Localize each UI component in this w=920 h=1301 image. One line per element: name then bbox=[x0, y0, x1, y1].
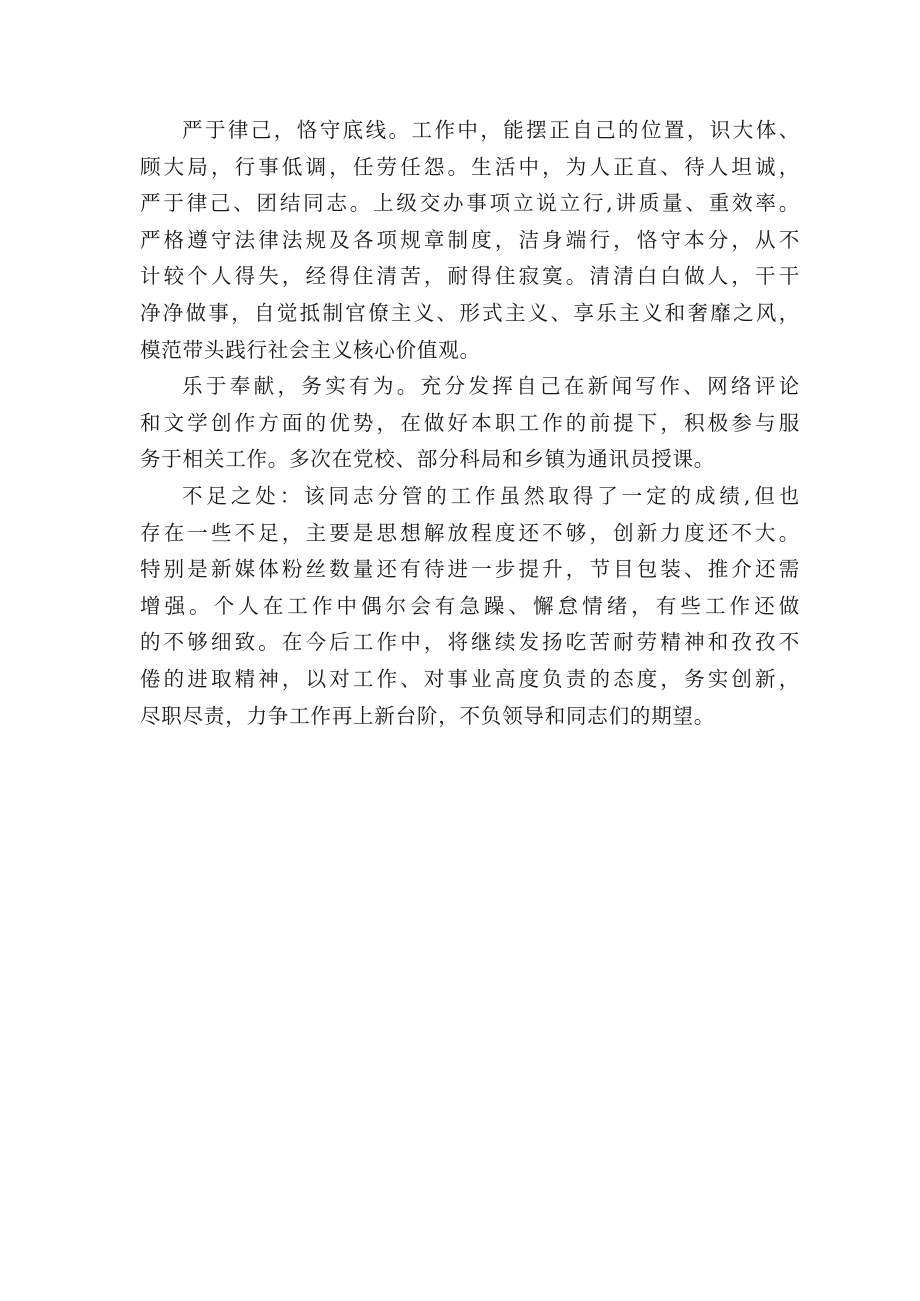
text-line: 严于律己，恪守底线。工作中，能摆正自己的位置，识大体、 bbox=[182, 118, 800, 142]
text-line: 存在一些不足，主要是思想解放程度还不够，创新力度还不大。 bbox=[140, 520, 800, 545]
text-line: 的不够细致。在今后工作中，将继续发扬吃苦耐劳精神和孜孜不 bbox=[140, 630, 800, 655]
text-line: 倦的进取精神，以对工作、对事业高度负责的态度，务实创新， bbox=[140, 666, 800, 691]
text-line: 严格遵守法律法规及各项规章制度，洁身端行，恪守本分，从不 bbox=[140, 227, 800, 252]
text-line: 不足之处：该同志分管的工作虽然取得了一定的成绩,但也 bbox=[182, 483, 800, 508]
text-line: 计较个人得失，经得住清苦，耐得住寂寞。清清白白做人，干干 bbox=[140, 264, 800, 289]
document-body bbox=[140, 112, 800, 734]
text-line: 务于相关工作。多次在党校、部分科局和乡镇为通讯员授课。 bbox=[140, 447, 716, 472]
text-line: 乐于奉献，务实有为。充分发挥自己在新闻写作、网络评论 bbox=[182, 374, 800, 399]
text-line: 严于律己、团结同志。上级交办事项立说立行,讲质量、重效率。 bbox=[140, 191, 800, 216]
paragraph-discipline bbox=[140, 112, 800, 368]
text-line: 模范带头践行社会主义核心价值观。 bbox=[140, 337, 481, 362]
text-line: 顾大局，行事低调，任劳任怨。生活中，为人正直、待人坦诚， bbox=[140, 154, 800, 179]
text-line: 尽职尽责，力争工作再上新台阶，不负领导和同志们的期望。 bbox=[140, 703, 716, 728]
text-line: 特别是新媒体粉丝数量还有待进一步提升，节目包装、推介还需 bbox=[140, 557, 800, 582]
text-line: 增强。个人在工作中偶尔会有急躁、懈怠情绪，有些工作还做 bbox=[140, 593, 800, 618]
paragraph-dedication bbox=[140, 368, 800, 478]
text-line: 净净做事，自觉抵制官僚主义、形式主义、享乐主义和奢靡之风， bbox=[140, 300, 800, 325]
text-line: 和文学创作方面的优势，在做好本职工作的前提下，积极参与服 bbox=[140, 410, 800, 435]
paragraph-shortcomings bbox=[140, 478, 800, 734]
